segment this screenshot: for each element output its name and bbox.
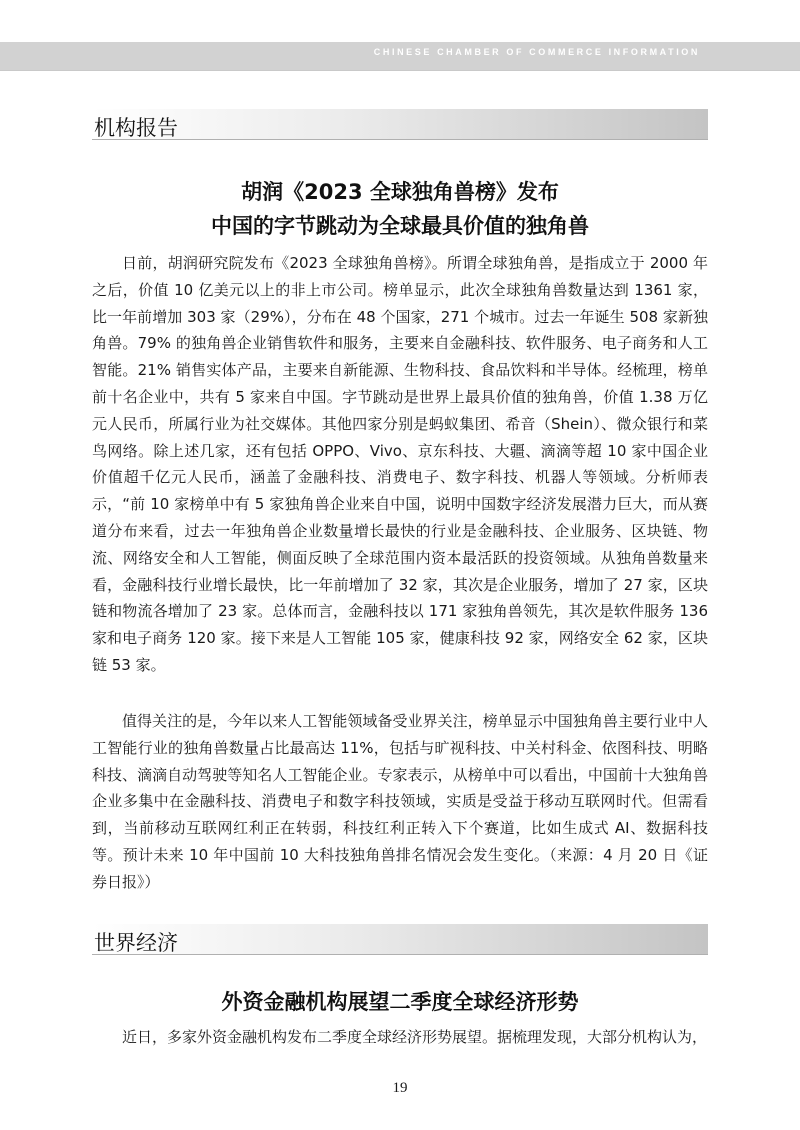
section-heading-label: 世界经济 (94, 931, 178, 955)
article-title: 外资金融机构展望二季度全球经济形势 (221, 990, 579, 1014)
header-banner-text: CHINESE CHAMBER OF COMMERCE INFORMATION (373, 47, 700, 57)
page-number: 19 (392, 1080, 408, 1096)
section-heading-bar (92, 109, 708, 140)
article-title-line2: 中国的字节跳动为全球最具价值的独角兽 (211, 214, 589, 238)
section-heading-label: 机构报告 (94, 116, 178, 140)
article-paragraph: 日前，胡润研究院发布《2023 全球独角兽榜》。所谓全球独角兽，是指成立于 2000 年之后，价值 10 亿美元以上的非上市公司。榜单显示，此次全球独角兽数量达到 1361 家，比一年前增加 303 家（29%），分布在 48 个国家，271 个城市。过去一年诞生 508 家新独角兽。79% 的独角兽企业销售软件和服务，主要来自金融科技、软件服务、电子商务和人工智能。21% 销售实体产品，主要来自新能源、生物科技、食品饮料和半导体。经梳理，榜单前十名企业中，共有 5 家来自中国。字节跳动是世界上最具价值的独角兽，价值 1.38 万亿元人民币，所属行业为社交媒体。其他四家分别是蚂蚁集团、希音（Shein）、微众银行和菜鸟网络。除上述几家，还有包括 OPPO、Vivo、京东科技、大疆、滴滴等超 10 家中国企业价值超千亿元人民币，涵盖了金融科技、消费电子、数字科技、机器人等领域。分析师表示，“前 10 家榜单中有 5 家独角兽企业来自中国，说明中国数字经济发展潜力巨大，而从赛道分布来看，过去一年独角兽企业数量增长最快的行业是金融科技、企业服务、区块链、物流、网络安全和人工智能，侧面反映了全球范围内资本最活跃的投资领域。从独角兽数量来看，金融科技行业增长最快，比一年前增加了 32 家，其次是企业服务，增加了 27 家，区块链和物流各增加了 23 家。总体而言，金融科技以 171 家独角兽领先，其次是软件服务 136 家和电子商务 120 家。接下来是人工智能 105 家，健康科技 92 家，网络安全 62 家，区块链 53 家。 (92, 254, 708, 674)
article-paragraph: 近日，多家外资金融机构发布二季度全球经济形势展望。据梳理发现，大部分机构认为， (122, 1028, 708, 1046)
section-heading-bar (92, 924, 708, 955)
header-divider (0, 70, 800, 71)
article-title-line1: 胡润《2023 全球独角兽榜》发布 (241, 180, 559, 204)
article-paragraph: 值得关注的是，今年以来人工智能领域备受业界关注，榜单显示中国独角兽主要行业中人工智能行业的独角兽数量占比最高达 11%，包括与旷视科技、中关村科金、依图科技、明略科技、滴滴自动驾驶等知名人工智能企业。专家表示，从榜单中可以看出，中国前十大独角兽企业多集中在金融科技、消费电子和数字科技领域，实质是受益于移动互联网时代。但需看到，当前移动互联网红利正在转弱，科技红利正转入下个赛道，比如生成式 AI、数据科技等。预计未来 10 年中国前 10 大科技独角兽排名情况会发生变化。（来源：4 月 20 日《证券日报》） (92, 712, 708, 891)
